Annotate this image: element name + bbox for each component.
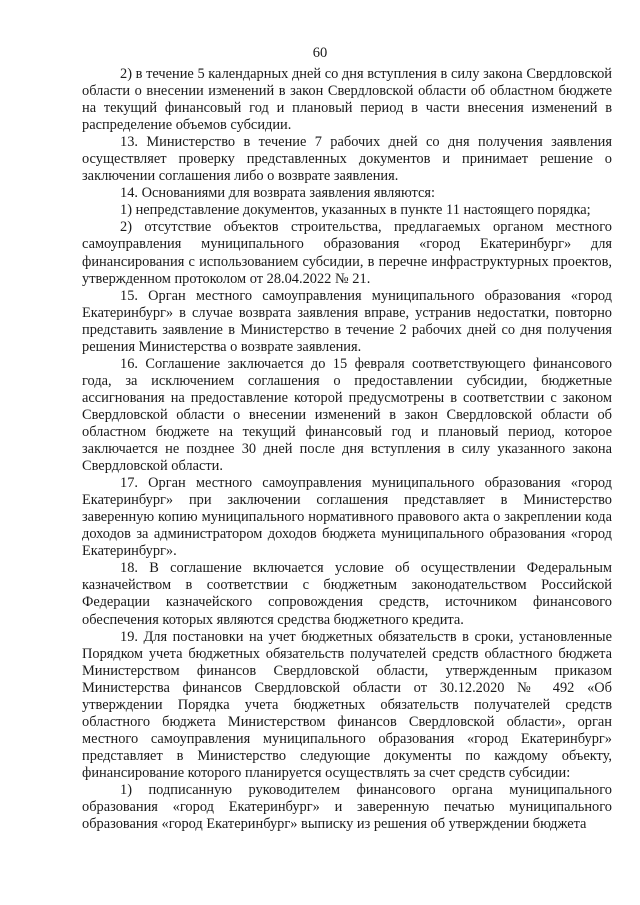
paragraph-18: 18. В соглашение включается условие об осуществлении Федеральным казначейством в соответствии с бюджетным законодательством Российской Федерации казначейского сопровождения средств, источником финансового обеспечения которых являются средства бюджетного кредита. <box>82 560 612 628</box>
paragraph-14: 14. Основаниями для возврата заявления являются: <box>120 185 435 202</box>
paragraph-17: 17. Орган местного самоуправления муниципального образования «город Екатеринбург» при заключении соглашения представляет в Министерство заверенную копию муниципального нормативного правового акта о закреплении кода доходов за администратором доходов бюджета муниципального образования «город Екатеринбург». <box>82 475 612 560</box>
document-body <box>82 66 612 833</box>
paragraph-19: 19. Для постановки на учет бюджетных обязательств в сроки, установленные Порядком учета бюджетных обязательств получателей средств областного бюджета Министерством финансов Свердловской области, утвержденным приказом Министерства финансов Свердловской области от 30.12.2020 № 492 «Об утверждении Порядка учета бюджетных обязательств получателей средств областного бюджета Министерством финансов Свердловской области», орган местного самоуправления муниципального образования «город Екатеринбург» представляет в Министерство следующие документы по каждому объекту, финансирование которого планируется осуществлять за счет средств субсидии: <box>82 628 612 781</box>
paragraph-item-2-deadline: 2) в течение 5 календарных дней со дня вступления в силу закона Свердловской области о внесении изменений в закон Свердловской области об областном бюджете на текущий финансовый год и плановый период в части внесения изменений в распределение объемов субсидии. <box>82 66 612 134</box>
paragraph-16: 16. Соглашение заключается до 15 февраля соответствующего финансового года, за исключением соглашения о предоставлении субсидии, бюджетные ассигнования на предоставление которой предусмотрены в соответствии с законом Свердловской области о внесении изменений в закон Свердловской области об областном бюджете на текущий финансовый год и плановый период, которое заключается не позднее 30 дней после дня вступления в силу указанного закона Свердловской области. <box>82 355 612 475</box>
paragraph-15: 15. Орган местного самоуправления муниципального образования «город Екатеринбург» в случае возврата заявления вправе, устранив недостатки, повторно представить заявление в Министерство в течение 2 рабочих дней со дня получения решения Министерства о возврате заявления. <box>82 287 612 355</box>
paragraph-13: 13. Министерство в течение 7 рабочих дней со дня получения заявления осуществляет проверку представленных документов и принимает решение о заключении соглашения либо о возврате заявления. <box>82 134 612 185</box>
paragraph-19-item-1: 1) подписанную руководителем финансового органа муниципального образования «город Екатеринбург» и заверенную печатью муниципального образования «город Екатеринбург» выписку из решения об утверждении бюджета <box>82 781 612 833</box>
paragraph-14-item-2: 2) отсутствие объектов строительства, предлагаемых органом местного самоуправления муниципального образования «город Екатеринбург» для финансирования с использованием субсидии, в перечне инфраструктурных проектов, утвержденном протоколом от 28.04.2022 № 21. <box>82 219 612 287</box>
page-number: 60 <box>312 45 328 61</box>
paragraph-14-item-1: 1) непредставление документов, указанных в пункте 11 настоящего порядка; <box>120 202 591 219</box>
